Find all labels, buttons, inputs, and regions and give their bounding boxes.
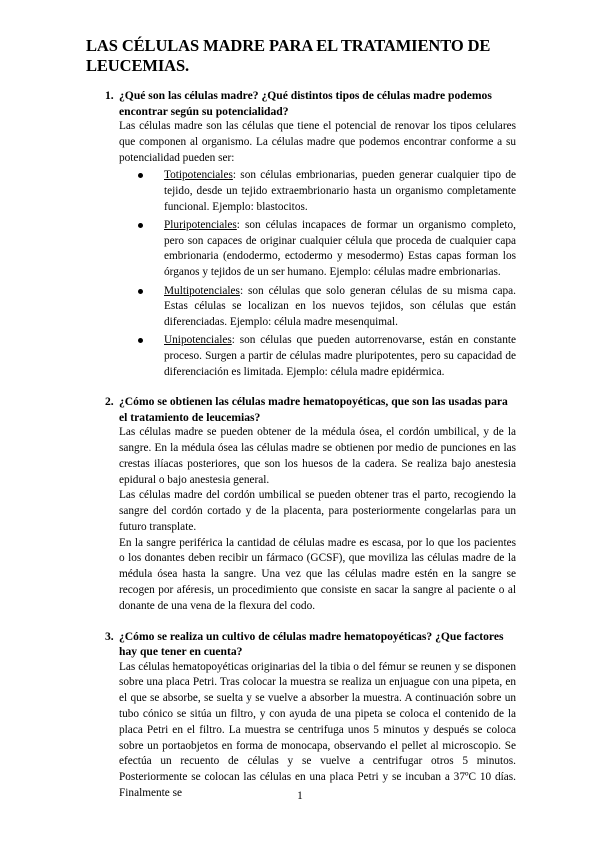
definition: : son células que pueden autorrenovarse, están en constante proceso. Surgen a partir de células madre pluripotentes, pero su capacidad de diferenciación es limitada. Ejemplo: célula madre epidérmica. — [164, 334, 516, 378]
list-item — [164, 218, 516, 280]
section-number: 2. — [105, 395, 114, 409]
term: Totipotenciales — [164, 169, 233, 182]
section-1 — [86, 88, 516, 380]
section-2 — [86, 394, 516, 615]
section-question: ¿Cómo se obtienen las células madre hematopoyéticas, que son las usadas para el tratamiento de leucemias? — [119, 395, 508, 424]
potency-list — [119, 168, 516, 380]
list-item — [164, 284, 516, 331]
paragraph: Las células madre son las células que tiene el potencial de renovar los tipos celulares que componen al organismo. La células madre que podemos encontrar conforme a su potencialidad pueden ser: — [119, 120, 516, 164]
paragraph: En la sangre periférica la cantidad de células madre es escasa, por lo que los pacientes o los donantes deben recibir un fármaco (GCSF), que moviliza las células madre de la médula ósea hasta la sangre. Una vez que las células madre estén en la sangre se recogen por aféresis, un procedimiento que consiste en sacar la sangre al paciente o al donante de una vena de la flexura del codo. — [119, 536, 516, 612]
definition: : son células embrionarias, pueden generar cualquier tipo de tejido, desde un tejido extraembrionario hasta un organismo completamente funcional. Ejemplo: blastocitos. — [164, 169, 516, 213]
document-title: LAS CÉLULAS MADRE PARA EL TRATAMIENTO DE LEUCEMIAS. — [86, 36, 491, 75]
definition: : son células que solo generan células de su misma capa. Estas células se localizan en los nuevos tejidos, son células que están diferenciadas. Ejemplo: célula madre mesenquimal. — [164, 284, 516, 328]
term: Multipotenciales — [164, 284, 240, 297]
bullet-icon — [138, 173, 143, 178]
section-question: ¿Cómo se realiza un cultivo de células madre hematopoyéticas? ¿Que factores hay que tener en cuenta? — [119, 629, 504, 659]
bullet-icon — [138, 338, 143, 343]
bullet-icon — [138, 289, 143, 294]
section-question: ¿Qué son las células madre? ¿Qué distintos tipos de células madre podemos encontrar según su potencialidad? — [119, 89, 492, 118]
definition: : son células incapaces de formar un organismo completo, pero son capaces de originar cualquier célula que proceda de cualquier capa embrionaria (endodermo, ectodermo y mesodermo) Estas capas forman los órganos y tejidos de un ser humano. Ejemplo: células madre embrionarias. — [164, 219, 516, 278]
paragraph: Las células madre se pueden obtener de la médula ósea, el cordón umbilical, y de la sangre. En la médula ósea las células madre se obtienen por medio de punciones en las crestas ilíacas posteriores, que son los huesos de la cadera. Se realiza bajo anestesia epidural o bajo anestesia general. — [119, 426, 516, 486]
paragraph: Las células hematopoyéticas originarias del la tibia o del fémur se reunen y se disponen sobre una placa Petri. Tras colocar la muestra se realiza un enjuague con una pipeta, en el que se absorbe, se suelta y se vuelve a absorber la muestra. A continuación sobre un tubo cónico se sitúa un filtro, y con ayuda de una pipeta se coloca el contenido de la placa Petri en el filtro. La muestra se centrifuga unos 5 minutos y después se coloca sobre un portaobjetos en forma de monocapa, observando el pellet al microscopio. Se efectúa un recuento de células y se vuelve a centrifugar otros 5 minutos. Posteriormente se colocan las células en una placa Petri y se incuban a 37ºC 10 días. Finalmente se — [119, 660, 516, 800]
term: Pluripotenciales — [164, 219, 237, 232]
term: Unipotenciales — [164, 334, 232, 347]
list-item — [164, 168, 516, 215]
bullet-icon — [138, 223, 143, 228]
page-number: 1 — [297, 790, 303, 802]
section-3 — [86, 629, 516, 802]
list-item — [164, 333, 516, 380]
section-number: 1. — [105, 89, 114, 102]
paragraph: Las células madre del cordón umbilical se pueden obtener tras el parto, recogiendo la sangre del cordón cortado y de la placenta, para posteriormente congelarlas para un futuro transplate. — [119, 489, 516, 533]
section-number: 3. — [105, 629, 114, 643]
